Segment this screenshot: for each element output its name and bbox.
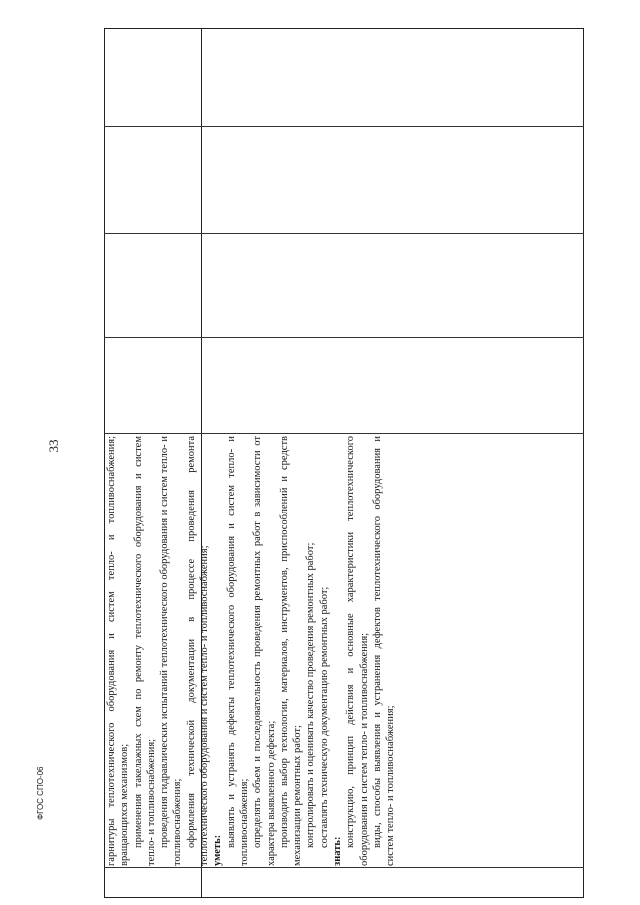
content-paragraph: конструкцию, принцип действия и основные характеристики теплотехнического оборудования и систем тепло- и топливоснабжения; bbox=[345, 436, 370, 866]
content-paragraph: виды, способы выявления и устранения дефектов теплотехнического оборудования и систем тепло- и топливоснабжения; bbox=[371, 436, 397, 866]
table-column-divider bbox=[104, 337, 584, 338]
table-column-divider bbox=[104, 233, 584, 234]
content-paragraph bbox=[331, 436, 344, 866]
table-column-divider bbox=[104, 126, 584, 127]
content-paragraph: составлять техническую документацию ремонтных работ; bbox=[318, 586, 330, 848]
section-heading: уметь: bbox=[212, 834, 224, 866]
content-paragraph: применения такелажных схем по ремонту теплотехнического оборудования и систем тепло- и топливоснабжения; bbox=[132, 436, 157, 866]
page-number: 33 bbox=[46, 439, 61, 453]
content-paragraph: гарнитуры теплотехнического оборудования и систем тепло- и топливоснабжения; вращающихся механизмов; bbox=[106, 436, 131, 866]
content-paragraph: проведения гидравлических испытаний теплотехнического оборудования и систем тепло- и топливоснабжения; bbox=[159, 436, 184, 866]
content-paragraph: определять объем и последовательность проведения ремонтных работ в зависимости от характера выявленного дефекта; bbox=[252, 436, 277, 866]
table-cell-content bbox=[104, 434, 397, 868]
content-paragraph: контролировать и оценивать качество проведения ремонтных работ; bbox=[305, 542, 317, 848]
content-paragraph: оформления технической документации в процессе проведения ремонта теплотехнического оборудования и систем тепло- и топливоснабжения; bbox=[185, 436, 211, 866]
content-paragraph bbox=[211, 436, 224, 866]
section-heading: знать: bbox=[332, 836, 344, 866]
content-paragraph: выявлять и устранять дефекты теплотехнического оборудования и систем тепло- и топливоснабжения; bbox=[225, 436, 250, 866]
content-paragraph: производить выбор технологии, материалов, инструментов, приспособлений и средств механизации ремонтных работ; bbox=[278, 436, 304, 866]
competency-table bbox=[104, 28, 584, 898]
footer-label: ФГОС СПО-06 bbox=[36, 766, 45, 820]
